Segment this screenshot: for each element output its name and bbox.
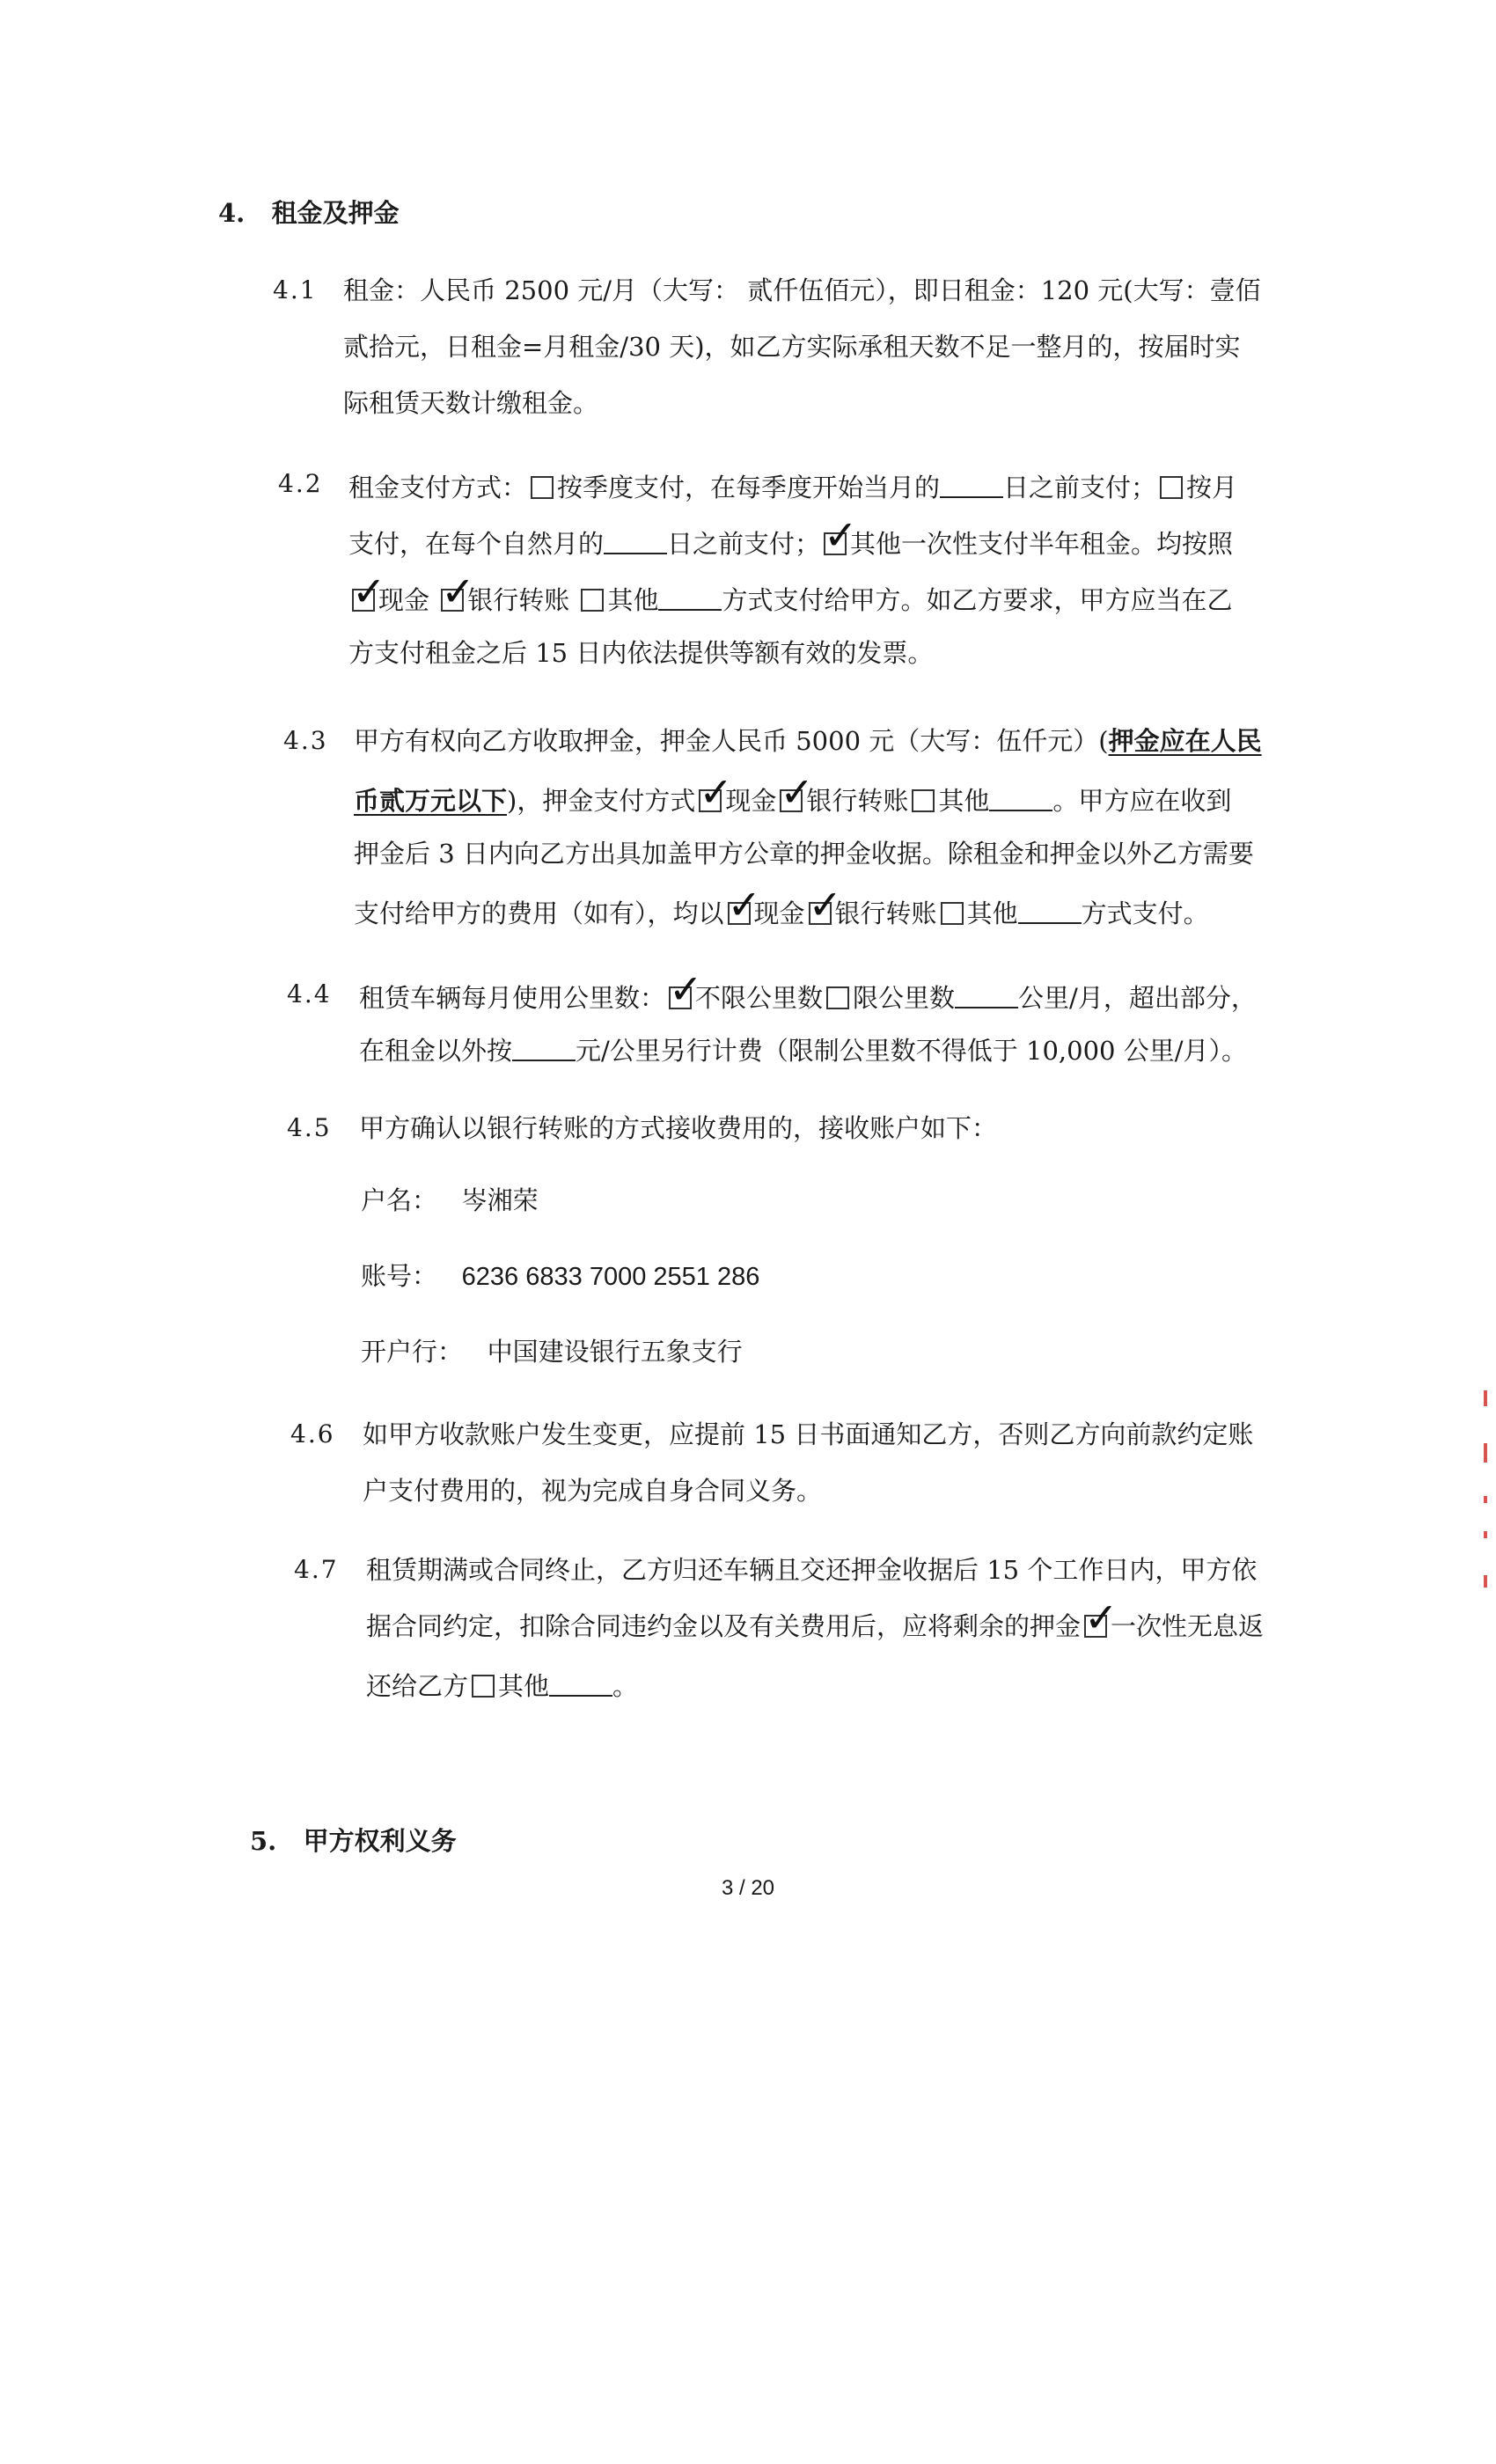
- clause-number-4-1: 4.1: [273, 275, 318, 304]
- blank-monthly-day[interactable]: [604, 528, 667, 554]
- clause-4-3-line-2: 币贰万元以下)，押金支付方式 ✓ 现金 ✓ 银行转账 其他 。甲方应在收到: [354, 768, 1232, 816]
- checkbox-fee-other[interactable]: [941, 902, 964, 925]
- checkbox-deposit-other[interactable]: [912, 789, 935, 812]
- clause-4-7-line-3: 还给乙方 其他 。: [366, 1671, 639, 1701]
- bank-value: 中国建设银行五象支行: [487, 1337, 743, 1367]
- check-mark-icon: ✓: [727, 881, 762, 928]
- blank-quarterly-day[interactable]: [940, 472, 1003, 498]
- check-mark-icon: ✓: [824, 511, 858, 559]
- clause-4-1-line-2: 贰拾元，日租金=月租金/30 天)，如乙方实际承租天数不足一整月的，按届时实: [343, 332, 1241, 362]
- checkbox-deposit-cash[interactable]: [699, 768, 733, 816]
- check-mark-icon: ✓: [441, 568, 475, 615]
- seal-fragment: [1484, 1390, 1487, 1406]
- clause-4-2-line-1: 租金支付方式： 按季度支付，在每季度开始当月的 日之前支付； 按月: [348, 473, 1238, 502]
- account-number-label: 账号：: [361, 1261, 438, 1291]
- clause-4-1-line-1: 租金：人民币 2500 元/月（大写： 贰仟伍佰元），即日租金：120 元(大写：壹佰: [343, 275, 1261, 305]
- seal-fragment: [1484, 1443, 1487, 1463]
- checkbox-refund-once[interactable]: [1084, 1594, 1118, 1641]
- bank-label: 开户行：: [361, 1337, 464, 1367]
- clause-4-7-line-2: 据合同约定，扣除合同违约金以及有关费用后，应将剩余的押金 ✓ 一次性无息返: [366, 1594, 1265, 1641]
- clause-4-4-line-1: 租赁车辆每月使用公里数： ✓ 不限公里数 限公里数 公里/月，超出部分，: [359, 965, 1257, 1013]
- checkbox-other-method[interactable]: [581, 589, 604, 612]
- clause-number-4-2: 4.2: [278, 469, 323, 498]
- checkbox-monthly[interactable]: [1160, 476, 1183, 499]
- clause-4-4-line-2: 在租金以外按 元/公里另行计费（限制公里数不得低于 10,000 公里/月）。: [359, 1036, 1247, 1066]
- clause-4-3-line-3: 押金后 3 日内向乙方出具加盖甲方公章的押金收据。除租金和押金以外乙方需要: [354, 839, 1254, 869]
- blank-km-limit[interactable]: [955, 982, 1018, 1008]
- bank-row: [361, 1339, 743, 1365]
- check-mark-icon: ✓: [699, 768, 733, 816]
- account-name-value: 岑湘荣: [461, 1185, 539, 1215]
- section-title: 租金及押金: [271, 198, 400, 228]
- clause-4-6-line-1: 如甲方收款账户发生变更，应提前 15 日书面通知乙方，否则乙方向前款约定账: [363, 1419, 1254, 1449]
- seal-fragment: [1484, 1575, 1487, 1588]
- checkbox-bank-transfer[interactable]: [441, 568, 475, 615]
- clause-4-5-line: 甲方确认以银行转账的方式接收费用的，接收账户如下：: [359, 1113, 998, 1143]
- blank-refund-other[interactable]: [549, 1670, 612, 1697]
- account-name-row: [361, 1185, 539, 1215]
- section-title: 甲方权利义务: [303, 1826, 457, 1856]
- check-mark-icon: ✓: [780, 768, 814, 816]
- checkbox-fee-bank[interactable]: [808, 881, 843, 928]
- clause-4-6-line-2: 户支付费用的，视为完成自身合同义务。: [363, 1476, 823, 1506]
- clause-4-1-line-3: 际租赁天数计缴租金。: [343, 388, 599, 418]
- clause-number-4-6: 4.6: [290, 1419, 335, 1448]
- checkbox-other-payment[interactable]: [824, 511, 858, 559]
- seal-fragment: [1484, 1531, 1487, 1538]
- clause-4-2-line-3: ✓ 现金 ✓ 银行转账 其他 方式支付给甲方。如乙方要求，甲方应当在乙: [352, 568, 1233, 615]
- checkbox-unlimited-km[interactable]: [669, 965, 703, 1013]
- section-number: 4.: [218, 198, 246, 228]
- clause-4-3-line-1: 甲方有权向乙方收取押金，押金人民币 5000 元（大写：伍仟元）(押金应在人民: [354, 726, 1262, 756]
- checkbox-refund-other[interactable]: [472, 1675, 495, 1698]
- checkbox-quarterly[interactable]: [531, 476, 554, 499]
- account-number-value: 6236 6833 7000 2551 286: [461, 1263, 760, 1291]
- clause-number-4-5: 4.5: [287, 1113, 332, 1142]
- check-mark-icon: ✓: [808, 881, 843, 928]
- section-number: 5.: [250, 1826, 277, 1856]
- check-mark-icon: ✓: [669, 965, 703, 1013]
- account-number-row: [361, 1261, 760, 1291]
- check-mark-icon: ✓: [1084, 1594, 1118, 1641]
- checkbox-cash[interactable]: [352, 568, 386, 615]
- blank-fee-other[interactable]: [1018, 898, 1082, 924]
- page-number: 3 / 20: [721, 1876, 775, 1900]
- account-name-label: 户名：: [361, 1185, 438, 1215]
- checkbox-fee-cash[interactable]: [727, 881, 762, 928]
- clause-4-2-line-2: 支付，在每个自然月的 日之前支付； ✓ 其他一次性支付半年租金。均按照: [348, 511, 1234, 559]
- clause-4-3-line-4: 支付给甲方的费用（如有），均以 ✓ 现金 ✓ 银行转账 其他 方式支付。: [354, 881, 1209, 928]
- clause-4-2-line-4: 方支付租金之后 15 日内依法提供等额有效的发票。: [348, 638, 934, 668]
- blank-other-method[interactable]: [658, 584, 722, 611]
- seal-fragment: [1484, 1496, 1487, 1503]
- check-mark-icon: ✓: [352, 568, 386, 615]
- clause-number-4-3: 4.3: [283, 726, 328, 755]
- checkbox-limited-km[interactable]: [826, 986, 849, 1009]
- blank-deposit-other[interactable]: [989, 785, 1052, 811]
- clause-number-4-4: 4.4: [287, 979, 332, 1008]
- clause-4-7-line-1: 租赁期满或合同终止，乙方归还车辆且交还押金收据后 15 个工作日内，甲方依: [366, 1555, 1258, 1585]
- checkbox-deposit-bank[interactable]: [780, 768, 814, 816]
- clause-number-4-7: 4.7: [294, 1555, 339, 1584]
- blank-km-rate[interactable]: [512, 1035, 576, 1061]
